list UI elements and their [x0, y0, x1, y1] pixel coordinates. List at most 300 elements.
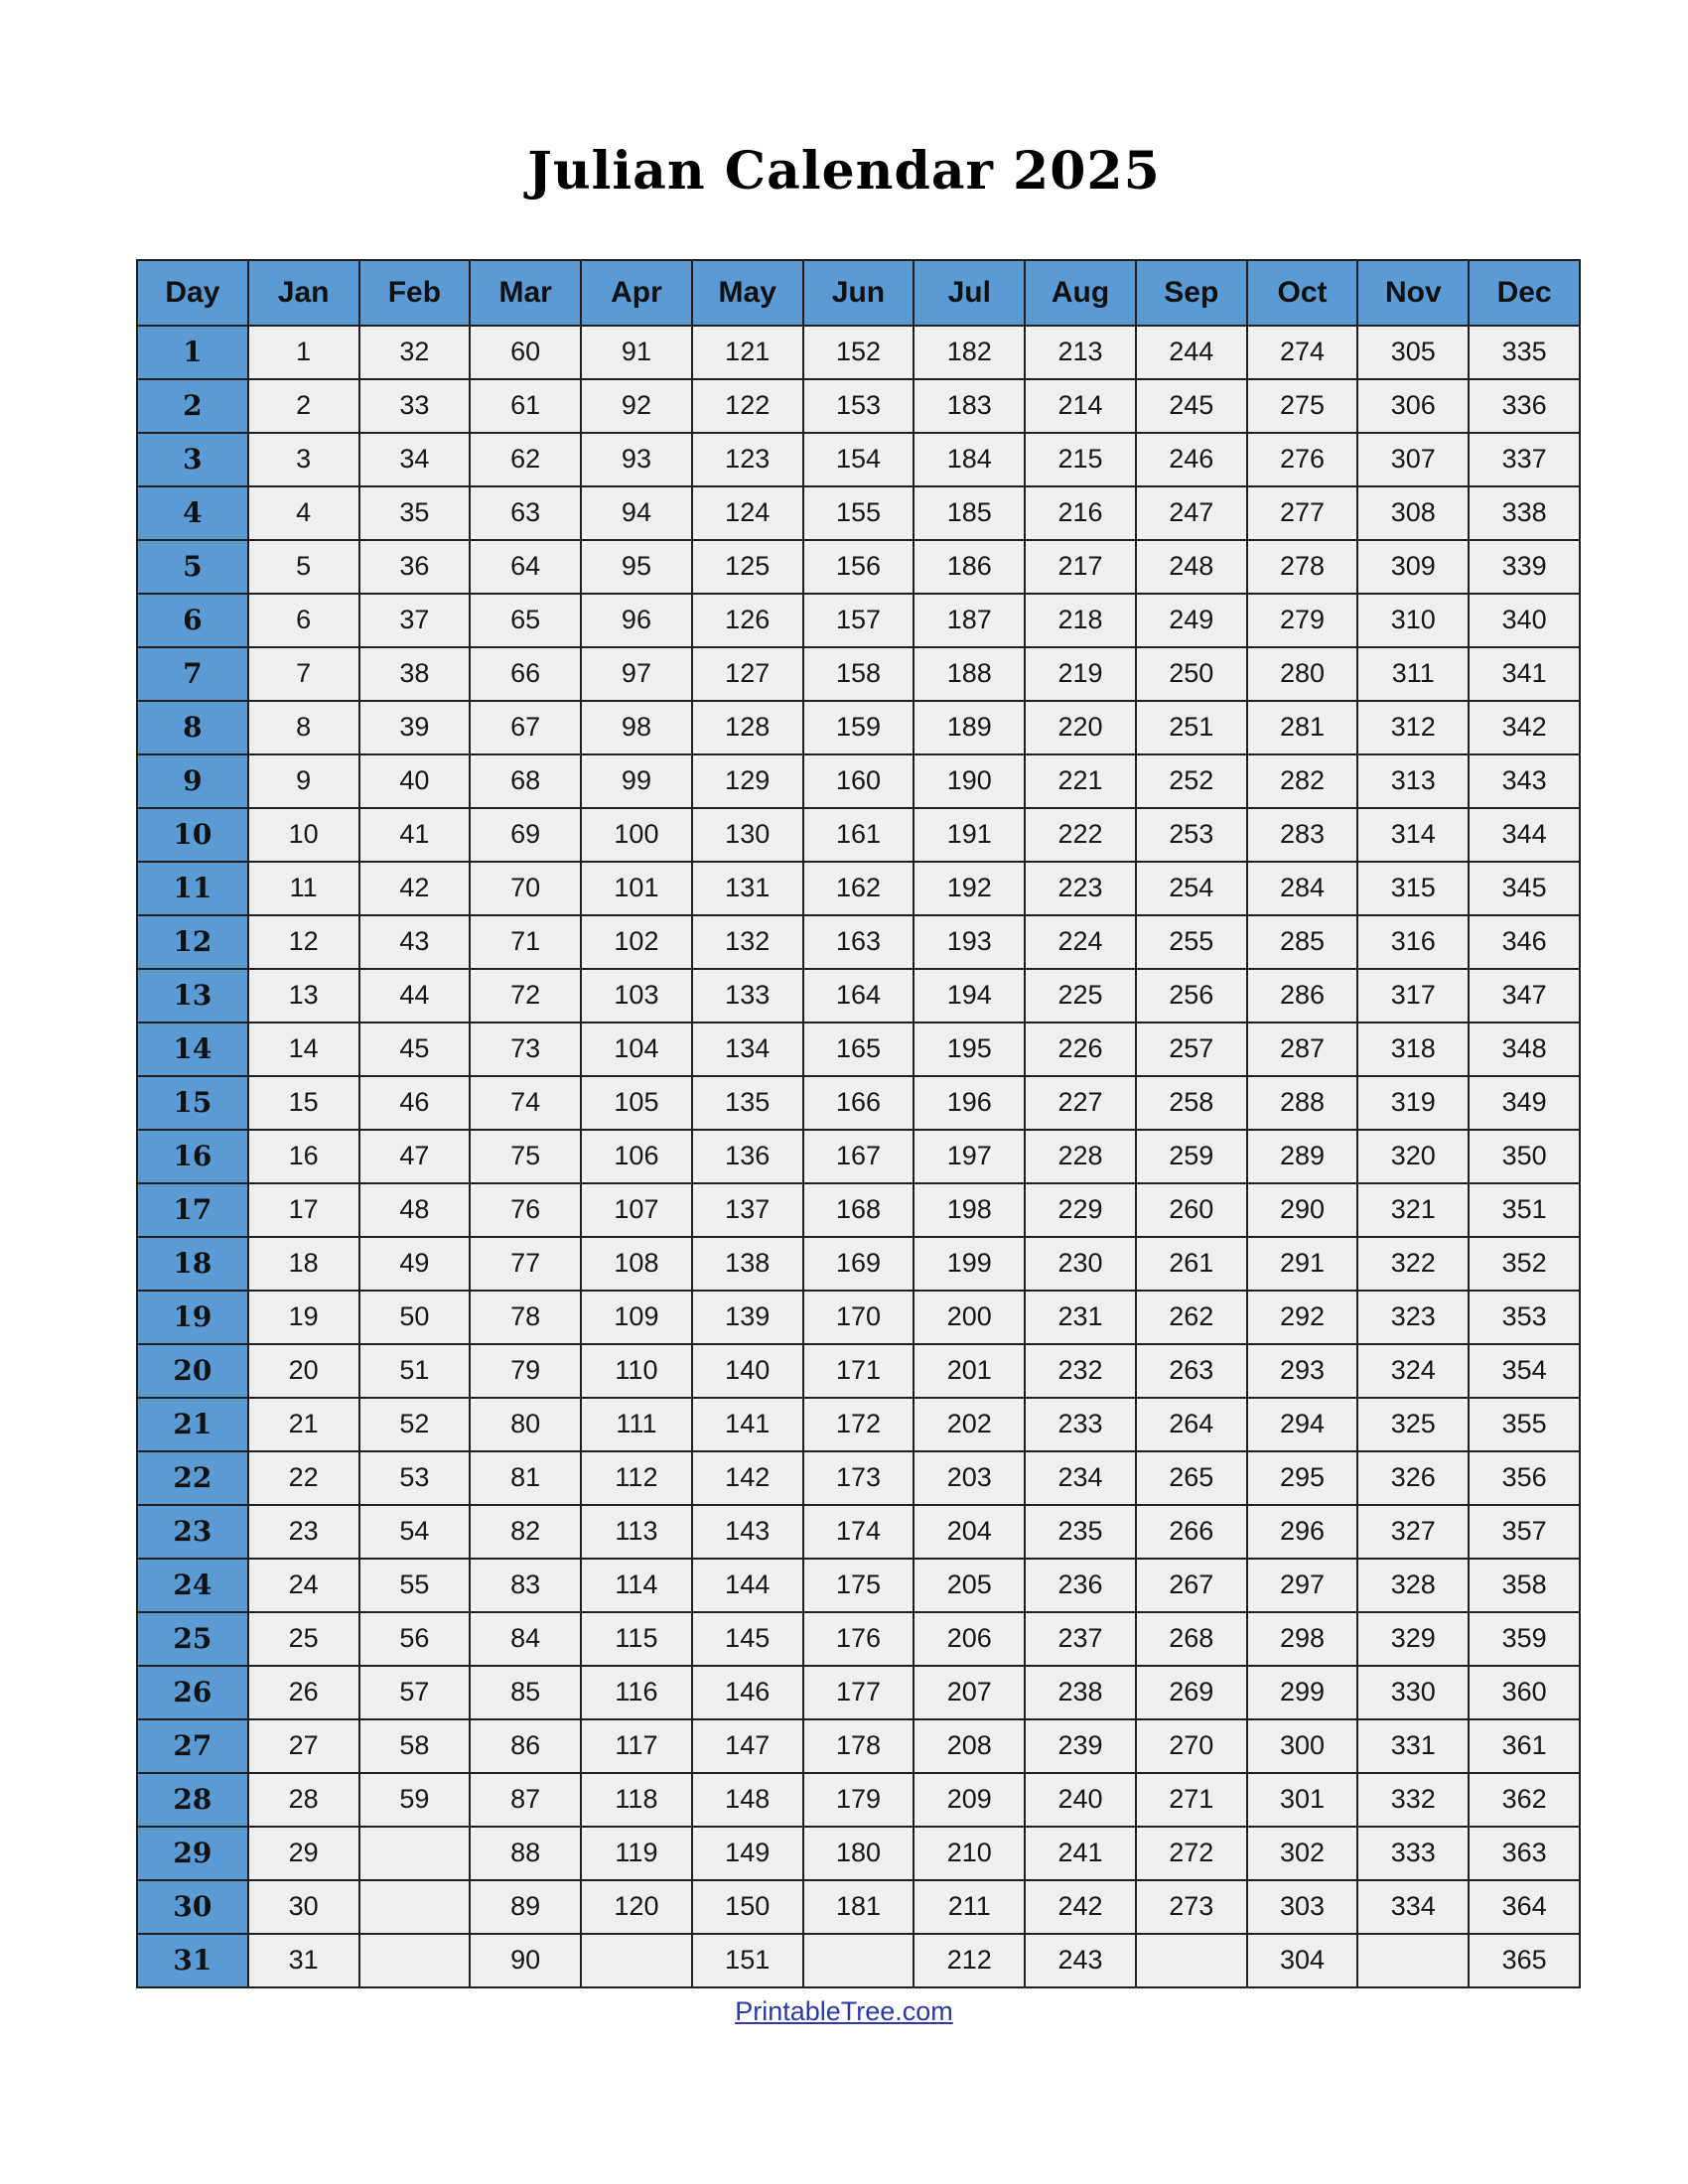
julian-day-cell: 57	[359, 1666, 471, 1719]
month-header-oct: Oct	[1247, 260, 1358, 326]
julian-day-cell: 291	[1247, 1237, 1358, 1291]
julian-day-cell: 29	[248, 1827, 359, 1880]
month-header-feb: Feb	[359, 260, 471, 326]
month-header-jan: Jan	[248, 260, 359, 326]
day-number: 8	[137, 701, 248, 754]
julian-day-cell: 319	[1357, 1076, 1469, 1130]
julian-day-cell: 224	[1025, 915, 1136, 969]
julian-day-cell: 292	[1247, 1291, 1358, 1344]
julian-day-cell: 5	[248, 540, 359, 594]
julian-day-cell: 285	[1247, 915, 1358, 969]
table-row	[137, 1719, 1580, 1773]
julian-calendar-table	[136, 259, 1581, 1988]
julian-day-cell: 238	[1025, 1666, 1136, 1719]
header-row	[137, 260, 1580, 326]
julian-day-cell: 227	[1025, 1076, 1136, 1130]
julian-day-cell: 8	[248, 701, 359, 754]
table-row	[137, 1666, 1580, 1719]
julian-day-cell: 166	[803, 1076, 914, 1130]
day-number: 13	[137, 969, 248, 1023]
julian-day-cell: 119	[581, 1827, 692, 1880]
julian-day-cell: 181	[803, 1880, 914, 1934]
julian-day-cell: 351	[1469, 1183, 1580, 1237]
julian-day-cell: 268	[1136, 1612, 1247, 1666]
julian-day-cell: 306	[1357, 379, 1469, 433]
julian-day-cell: 213	[1025, 326, 1136, 379]
julian-day-cell: 172	[803, 1398, 914, 1451]
julian-day-cell: 76	[470, 1183, 581, 1237]
julian-day-cell: 304	[1247, 1934, 1358, 1987]
julian-day-cell: 321	[1357, 1183, 1469, 1237]
julian-day-cell: 16	[248, 1130, 359, 1183]
julian-day-cell: 210	[914, 1827, 1025, 1880]
julian-day-cell: 219	[1025, 647, 1136, 701]
julian-day-cell: 61	[470, 379, 581, 433]
table-row	[137, 1076, 1580, 1130]
julian-day-cell: 237	[1025, 1612, 1136, 1666]
julian-day-cell: 78	[470, 1291, 581, 1344]
julian-day-cell: 118	[581, 1773, 692, 1827]
day-number: 4	[137, 486, 248, 540]
julian-day-cell: 182	[914, 326, 1025, 379]
julian-day-cell: 168	[803, 1183, 914, 1237]
julian-day-cell: 40	[359, 754, 471, 808]
julian-day-cell: 277	[1247, 486, 1358, 540]
julian-day-cell: 323	[1357, 1291, 1469, 1344]
julian-day-cell: 249	[1136, 594, 1247, 647]
julian-day-cell: 99	[581, 754, 692, 808]
julian-day-cell: 311	[1357, 647, 1469, 701]
julian-day-cell: 81	[470, 1451, 581, 1505]
julian-day-cell: 315	[1357, 862, 1469, 915]
julian-day-cell: 197	[914, 1130, 1025, 1183]
julian-day-cell: 188	[914, 647, 1025, 701]
julian-day-cell: 32	[359, 326, 471, 379]
julian-day-cell: 112	[581, 1451, 692, 1505]
julian-day-cell: 180	[803, 1827, 914, 1880]
julian-day-cell: 341	[1469, 647, 1580, 701]
julian-day-cell: 87	[470, 1773, 581, 1827]
julian-day-cell: 350	[1469, 1130, 1580, 1183]
julian-day-cell: 128	[692, 701, 803, 754]
table-row	[137, 701, 1580, 754]
julian-day-cell: 144	[692, 1559, 803, 1612]
julian-day-cell: 287	[1247, 1023, 1358, 1076]
julian-day-cell: 245	[1136, 379, 1247, 433]
julian-day-cell: 326	[1357, 1451, 1469, 1505]
julian-day-cell: 122	[692, 379, 803, 433]
julian-day-cell: 141	[692, 1398, 803, 1451]
julian-day-cell: 244	[1136, 326, 1247, 379]
day-number: 18	[137, 1237, 248, 1291]
day-number: 24	[137, 1559, 248, 1612]
julian-day-cell: 92	[581, 379, 692, 433]
julian-day-cell: 6	[248, 594, 359, 647]
julian-day-cell: 234	[1025, 1451, 1136, 1505]
julian-day-cell: 9	[248, 754, 359, 808]
julian-day-cell: 49	[359, 1237, 471, 1291]
julian-day-cell: 209	[914, 1773, 1025, 1827]
julian-day-cell: 173	[803, 1451, 914, 1505]
julian-day-cell: 58	[359, 1719, 471, 1773]
julian-day-cell: 104	[581, 1023, 692, 1076]
julian-day-cell: 254	[1136, 862, 1247, 915]
julian-day-cell: 236	[1025, 1559, 1136, 1612]
table-row	[137, 594, 1580, 647]
julian-day-cell: 21	[248, 1398, 359, 1451]
julian-day-cell: 127	[692, 647, 803, 701]
julian-day-cell: 158	[803, 647, 914, 701]
julian-day-cell: 184	[914, 433, 1025, 486]
julian-day-cell: 215	[1025, 433, 1136, 486]
julian-day-cell: 79	[470, 1344, 581, 1398]
table-row	[137, 862, 1580, 915]
julian-day-cell: 235	[1025, 1505, 1136, 1559]
julian-day-cell: 41	[359, 808, 471, 862]
julian-day-cell: 103	[581, 969, 692, 1023]
julian-day-cell: 96	[581, 594, 692, 647]
julian-day-cell: 132	[692, 915, 803, 969]
page-title: Julian Calendar 2025	[527, 141, 1161, 202]
julian-day-cell: 221	[1025, 754, 1136, 808]
julian-day-cell: 242	[1025, 1880, 1136, 1934]
julian-day-cell: 303	[1247, 1880, 1358, 1934]
julian-day-cell: 105	[581, 1076, 692, 1130]
julian-day-cell: 186	[914, 540, 1025, 594]
julian-day-cell: 36	[359, 540, 471, 594]
julian-day-cell: 116	[581, 1666, 692, 1719]
julian-day-cell: 1	[248, 326, 359, 379]
julian-day-cell: 330	[1357, 1666, 1469, 1719]
julian-day-cell: 295	[1247, 1451, 1358, 1505]
julian-day-cell: 281	[1247, 701, 1358, 754]
julian-day-cell: 307	[1357, 433, 1469, 486]
julian-day-cell: 44	[359, 969, 471, 1023]
julian-day-cell: 337	[1469, 433, 1580, 486]
julian-day-cell: 51	[359, 1344, 471, 1398]
julian-day-cell: 18	[248, 1237, 359, 1291]
julian-day-cell: 273	[1136, 1880, 1247, 1934]
footer-link[interactable]: PrintableTree.com	[735, 1995, 953, 2026]
julian-day-cell: 327	[1357, 1505, 1469, 1559]
julian-day-cell: 252	[1136, 754, 1247, 808]
julian-day-cell: 223	[1025, 862, 1136, 915]
julian-day-cell: 60	[470, 326, 581, 379]
julian-day-cell	[359, 1934, 471, 1987]
julian-day-cell: 247	[1136, 486, 1247, 540]
julian-day-cell: 352	[1469, 1237, 1580, 1291]
julian-day-cell: 220	[1025, 701, 1136, 754]
julian-day-cell: 28	[248, 1773, 359, 1827]
julian-day-cell: 356	[1469, 1451, 1580, 1505]
julian-day-cell: 10	[248, 808, 359, 862]
julian-day-cell: 67	[470, 701, 581, 754]
julian-day-cell: 258	[1136, 1076, 1247, 1130]
julian-day-cell: 26	[248, 1666, 359, 1719]
julian-day-cell	[1357, 1934, 1469, 1987]
julian-day-cell: 145	[692, 1612, 803, 1666]
julian-day-cell: 257	[1136, 1023, 1247, 1076]
julian-day-cell: 206	[914, 1612, 1025, 1666]
julian-day-cell: 331	[1357, 1719, 1469, 1773]
julian-day-cell: 138	[692, 1237, 803, 1291]
julian-day-cell: 15	[248, 1076, 359, 1130]
day-number: 14	[137, 1023, 248, 1076]
julian-day-cell: 359	[1469, 1612, 1580, 1666]
julian-day-cell: 358	[1469, 1559, 1580, 1612]
julian-day-cell: 150	[692, 1880, 803, 1934]
julian-day-cell: 111	[581, 1398, 692, 1451]
julian-day-cell: 332	[1357, 1773, 1469, 1827]
julian-day-cell: 85	[470, 1666, 581, 1719]
day-number: 5	[137, 540, 248, 594]
julian-day-cell: 37	[359, 594, 471, 647]
julian-day-cell: 3	[248, 433, 359, 486]
julian-day-cell: 344	[1469, 808, 1580, 862]
julian-day-cell: 313	[1357, 754, 1469, 808]
day-number: 7	[137, 647, 248, 701]
julian-day-cell: 146	[692, 1666, 803, 1719]
month-header-jun: Jun	[803, 260, 914, 326]
julian-day-cell: 232	[1025, 1344, 1136, 1398]
julian-day-cell: 196	[914, 1076, 1025, 1130]
julian-day-cell: 98	[581, 701, 692, 754]
julian-day-cell: 299	[1247, 1666, 1358, 1719]
julian-day-cell: 231	[1025, 1291, 1136, 1344]
julian-day-cell: 63	[470, 486, 581, 540]
julian-day-cell: 310	[1357, 594, 1469, 647]
julian-day-cell: 154	[803, 433, 914, 486]
julian-day-cell: 65	[470, 594, 581, 647]
table-row	[137, 1451, 1580, 1505]
julian-day-cell: 148	[692, 1773, 803, 1827]
julian-day-cell	[581, 1934, 692, 1987]
julian-day-cell: 50	[359, 1291, 471, 1344]
julian-day-cell: 171	[803, 1344, 914, 1398]
table-row	[137, 969, 1580, 1023]
julian-day-cell	[1136, 1934, 1247, 1987]
julian-day-cell: 142	[692, 1451, 803, 1505]
julian-day-cell: 345	[1469, 862, 1580, 915]
julian-day-cell: 360	[1469, 1666, 1580, 1719]
julian-day-cell: 156	[803, 540, 914, 594]
julian-day-cell: 259	[1136, 1130, 1247, 1183]
day-number: 2	[137, 379, 248, 433]
julian-day-cell: 77	[470, 1237, 581, 1291]
julian-day-cell: 30	[248, 1880, 359, 1934]
julian-day-cell: 126	[692, 594, 803, 647]
julian-day-cell: 59	[359, 1773, 471, 1827]
julian-day-cell: 14	[248, 1023, 359, 1076]
day-number: 26	[137, 1666, 248, 1719]
julian-day-cell: 17	[248, 1183, 359, 1237]
julian-day-cell: 170	[803, 1291, 914, 1344]
julian-day-cell: 46	[359, 1076, 471, 1130]
julian-day-cell: 68	[470, 754, 581, 808]
julian-day-cell: 208	[914, 1719, 1025, 1773]
julian-day-cell: 84	[470, 1612, 581, 1666]
table-row	[137, 1023, 1580, 1076]
day-column-header: Day	[137, 260, 248, 326]
julian-day-cell: 334	[1357, 1880, 1469, 1934]
table-row	[137, 1183, 1580, 1237]
julian-day-cell: 107	[581, 1183, 692, 1237]
julian-day-cell: 194	[914, 969, 1025, 1023]
julian-day-cell: 52	[359, 1398, 471, 1451]
day-number: 10	[137, 808, 248, 862]
julian-day-cell: 106	[581, 1130, 692, 1183]
julian-day-cell: 214	[1025, 379, 1136, 433]
julian-day-cell: 136	[692, 1130, 803, 1183]
julian-day-cell: 357	[1469, 1505, 1580, 1559]
julian-day-cell: 176	[803, 1612, 914, 1666]
julian-day-cell: 124	[692, 486, 803, 540]
julian-day-cell: 55	[359, 1559, 471, 1612]
julian-day-cell: 70	[470, 862, 581, 915]
julian-day-cell: 239	[1025, 1719, 1136, 1773]
julian-day-cell: 192	[914, 862, 1025, 915]
julian-day-cell: 13	[248, 969, 359, 1023]
julian-day-cell: 302	[1247, 1827, 1358, 1880]
julian-day-cell: 193	[914, 915, 1025, 969]
julian-day-cell: 48	[359, 1183, 471, 1237]
julian-day-cell: 134	[692, 1023, 803, 1076]
julian-day-cell: 117	[581, 1719, 692, 1773]
julian-day-cell: 114	[581, 1559, 692, 1612]
julian-day-cell: 251	[1136, 701, 1247, 754]
julian-day-cell: 54	[359, 1505, 471, 1559]
julian-day-cell: 97	[581, 647, 692, 701]
julian-day-cell: 279	[1247, 594, 1358, 647]
julian-day-cell: 282	[1247, 754, 1358, 808]
julian-day-cell: 82	[470, 1505, 581, 1559]
julian-day-cell: 153	[803, 379, 914, 433]
month-header-aug: Aug	[1025, 260, 1136, 326]
julian-day-cell: 253	[1136, 808, 1247, 862]
julian-day-cell: 316	[1357, 915, 1469, 969]
julian-day-cell: 167	[803, 1130, 914, 1183]
julian-day-cell: 293	[1247, 1344, 1358, 1398]
julian-day-cell: 179	[803, 1773, 914, 1827]
julian-day-cell: 24	[248, 1559, 359, 1612]
julian-day-cell: 183	[914, 379, 1025, 433]
julian-day-cell: 42	[359, 862, 471, 915]
julian-day-cell: 217	[1025, 540, 1136, 594]
julian-day-cell: 347	[1469, 969, 1580, 1023]
julian-day-cell: 90	[470, 1934, 581, 1987]
julian-day-cell: 149	[692, 1827, 803, 1880]
julian-day-cell: 53	[359, 1451, 471, 1505]
julian-day-cell: 203	[914, 1451, 1025, 1505]
julian-day-cell: 355	[1469, 1398, 1580, 1451]
julian-day-cell: 276	[1247, 433, 1358, 486]
julian-day-cell: 163	[803, 915, 914, 969]
day-number: 31	[137, 1934, 248, 1987]
day-number: 19	[137, 1291, 248, 1344]
julian-day-cell: 108	[581, 1237, 692, 1291]
day-number: 11	[137, 862, 248, 915]
julian-day-cell: 91	[581, 326, 692, 379]
julian-day-cell: 39	[359, 701, 471, 754]
julian-day-cell: 301	[1247, 1773, 1358, 1827]
julian-day-cell: 198	[914, 1183, 1025, 1237]
julian-day-cell: 362	[1469, 1773, 1580, 1827]
julian-day-cell: 151	[692, 1934, 803, 1987]
table-row	[137, 647, 1580, 701]
julian-day-cell: 339	[1469, 540, 1580, 594]
julian-day-cell: 288	[1247, 1076, 1358, 1130]
julian-day-cell: 294	[1247, 1398, 1358, 1451]
julian-day-cell: 260	[1136, 1183, 1247, 1237]
footer	[0, 1996, 1688, 2027]
julian-day-cell: 218	[1025, 594, 1136, 647]
table-header	[137, 260, 1580, 326]
julian-day-cell: 230	[1025, 1237, 1136, 1291]
julian-day-cell: 74	[470, 1076, 581, 1130]
day-number: 28	[137, 1773, 248, 1827]
julian-day-cell: 162	[803, 862, 914, 915]
julian-day-cell: 200	[914, 1291, 1025, 1344]
julian-day-cell: 298	[1247, 1612, 1358, 1666]
julian-day-cell: 147	[692, 1719, 803, 1773]
julian-day-cell: 290	[1247, 1183, 1358, 1237]
month-header-may: May	[692, 260, 803, 326]
julian-day-cell: 361	[1469, 1719, 1580, 1773]
julian-day-cell: 38	[359, 647, 471, 701]
julian-day-cell: 164	[803, 969, 914, 1023]
julian-day-cell: 69	[470, 808, 581, 862]
table-row	[137, 1773, 1580, 1827]
day-number: 23	[137, 1505, 248, 1559]
julian-day-cell: 101	[581, 862, 692, 915]
julian-day-cell: 43	[359, 915, 471, 969]
julian-day-cell: 178	[803, 1719, 914, 1773]
julian-day-cell: 289	[1247, 1130, 1358, 1183]
julian-day-cell: 269	[1136, 1666, 1247, 1719]
julian-day-cell: 329	[1357, 1612, 1469, 1666]
julian-day-cell: 336	[1469, 379, 1580, 433]
julian-day-cell: 86	[470, 1719, 581, 1773]
julian-day-cell: 335	[1469, 326, 1580, 379]
julian-day-cell: 169	[803, 1237, 914, 1291]
julian-day-cell: 205	[914, 1559, 1025, 1612]
julian-day-cell: 333	[1357, 1827, 1469, 1880]
table-row	[137, 1880, 1580, 1934]
julian-day-cell: 143	[692, 1505, 803, 1559]
julian-day-cell: 157	[803, 594, 914, 647]
julian-day-cell: 137	[692, 1183, 803, 1237]
julian-day-cell: 229	[1025, 1183, 1136, 1237]
julian-day-cell: 177	[803, 1666, 914, 1719]
julian-day-cell: 102	[581, 915, 692, 969]
table-row	[137, 326, 1580, 379]
julian-day-cell: 264	[1136, 1398, 1247, 1451]
julian-day-cell: 296	[1247, 1505, 1358, 1559]
day-number: 20	[137, 1344, 248, 1398]
julian-day-cell: 325	[1357, 1398, 1469, 1451]
julian-day-cell: 207	[914, 1666, 1025, 1719]
julian-day-cell: 80	[470, 1398, 581, 1451]
julian-day-cell: 130	[692, 808, 803, 862]
julian-day-cell: 109	[581, 1291, 692, 1344]
julian-day-cell: 250	[1136, 647, 1247, 701]
day-number: 30	[137, 1880, 248, 1934]
julian-day-cell: 363	[1469, 1827, 1580, 1880]
julian-day-cell: 317	[1357, 969, 1469, 1023]
julian-day-cell: 45	[359, 1023, 471, 1076]
month-header-sep: Sep	[1136, 260, 1247, 326]
julian-day-cell: 233	[1025, 1398, 1136, 1451]
